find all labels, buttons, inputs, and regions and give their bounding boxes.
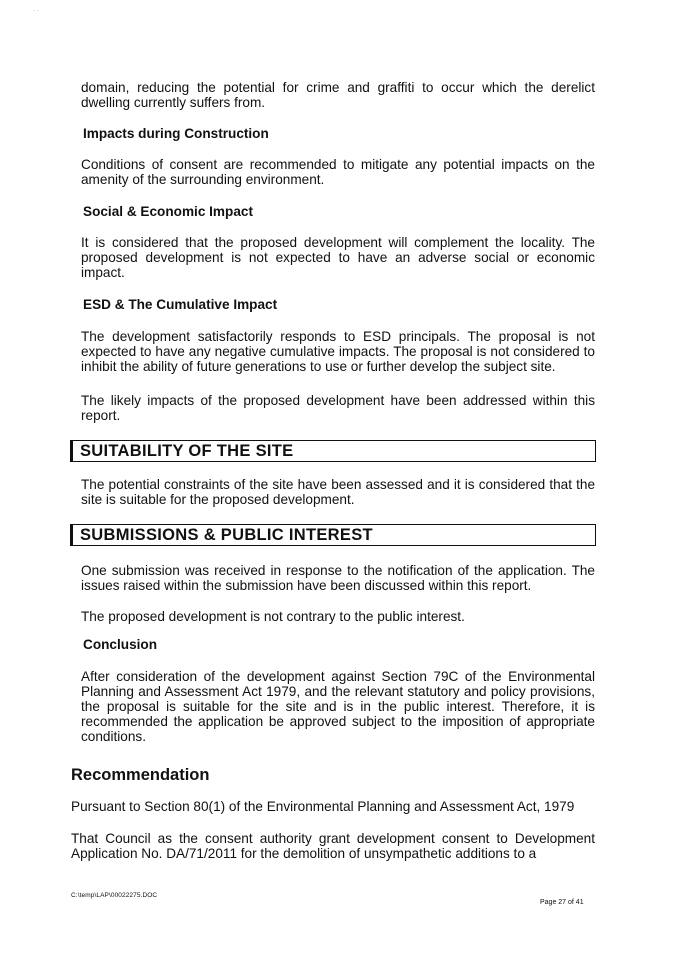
- paragraph-consent-grant: That Council as the consent authority grant development consent to Development Application No. DA/71/2011 for the demolition of unsympathetic additions to a: [71, 831, 595, 861]
- paragraph-domain: domain, reducing the potential for crime and graffiti to occur which the derelict dwelling currently suffers from.: [81, 80, 595, 110]
- heading-impacts-during-construction: Impacts during Construction: [83, 126, 269, 141]
- section-heading-submissions: [70, 524, 596, 546]
- section-title-suitability: SUITABILITY OF THE SITE: [80, 442, 294, 460]
- heading-social-economic-impact: Social & Economic Impact: [83, 204, 253, 219]
- heading-conclusion: Conclusion: [83, 637, 158, 652]
- footer-page-number: Page 27 of 41: [540, 899, 584, 906]
- paragraph-public-interest: The proposed development is not contrary to the public interest.: [81, 609, 465, 624]
- paragraph-esd-principals: The development satisfactorily responds to ESD principals. The proposal is not expected to have any negative cumulative impacts. The proposal is not considered to inhibit the ability of future generations to use or further develop the subject site.: [81, 329, 595, 374]
- paragraph-social-impact: It is considered that the proposed development will complement the locality. The proposed development is not expected to have an adverse social or economic impact.: [81, 235, 595, 280]
- paragraph-site-suitability: The potential constraints of the site have been assessed and it is considered that the site is suitable for the proposed development.: [81, 477, 595, 507]
- paragraph-conditions-of-consent: Conditions of consent are recommended to mitigate any potential impacts on the amenity of the surrounding environment.: [81, 157, 595, 187]
- scan-marks: · ·: [33, 8, 39, 14]
- section-heading-suitability: [70, 440, 596, 462]
- paragraph-pursuant: Pursuant to Section 80(1) of the Environmental Planning and Assessment Act, 1979: [71, 799, 575, 814]
- paragraph-conclusion: After consideration of the development against Section 79C of the Environmental Planning and Assessment Act 1979, and the relevant statutory and policy provisions, the proposal is suitable for the site and is in the public interest. Therefore, it is recommended the application be approved subject to the imposition of appropriate conditions.: [81, 669, 595, 744]
- heading-esd-cumulative-impact: ESD & The Cumulative Impact: [83, 297, 278, 312]
- section-title-submissions: SUBMISSIONS & PUBLIC INTEREST: [80, 526, 373, 544]
- heading-recommendation: Recommendation: [71, 766, 210, 784]
- paragraph-submission-received: One submission was received in response to the notification of the application. The issues raised within the submission have been discussed within this report.: [81, 563, 595, 593]
- paragraph-likely-impacts: The likely impacts of the proposed development have been addressed within this report.: [81, 393, 595, 423]
- footer-file-path: C:\temp\LAP\00022275.DOC: [71, 892, 158, 899]
